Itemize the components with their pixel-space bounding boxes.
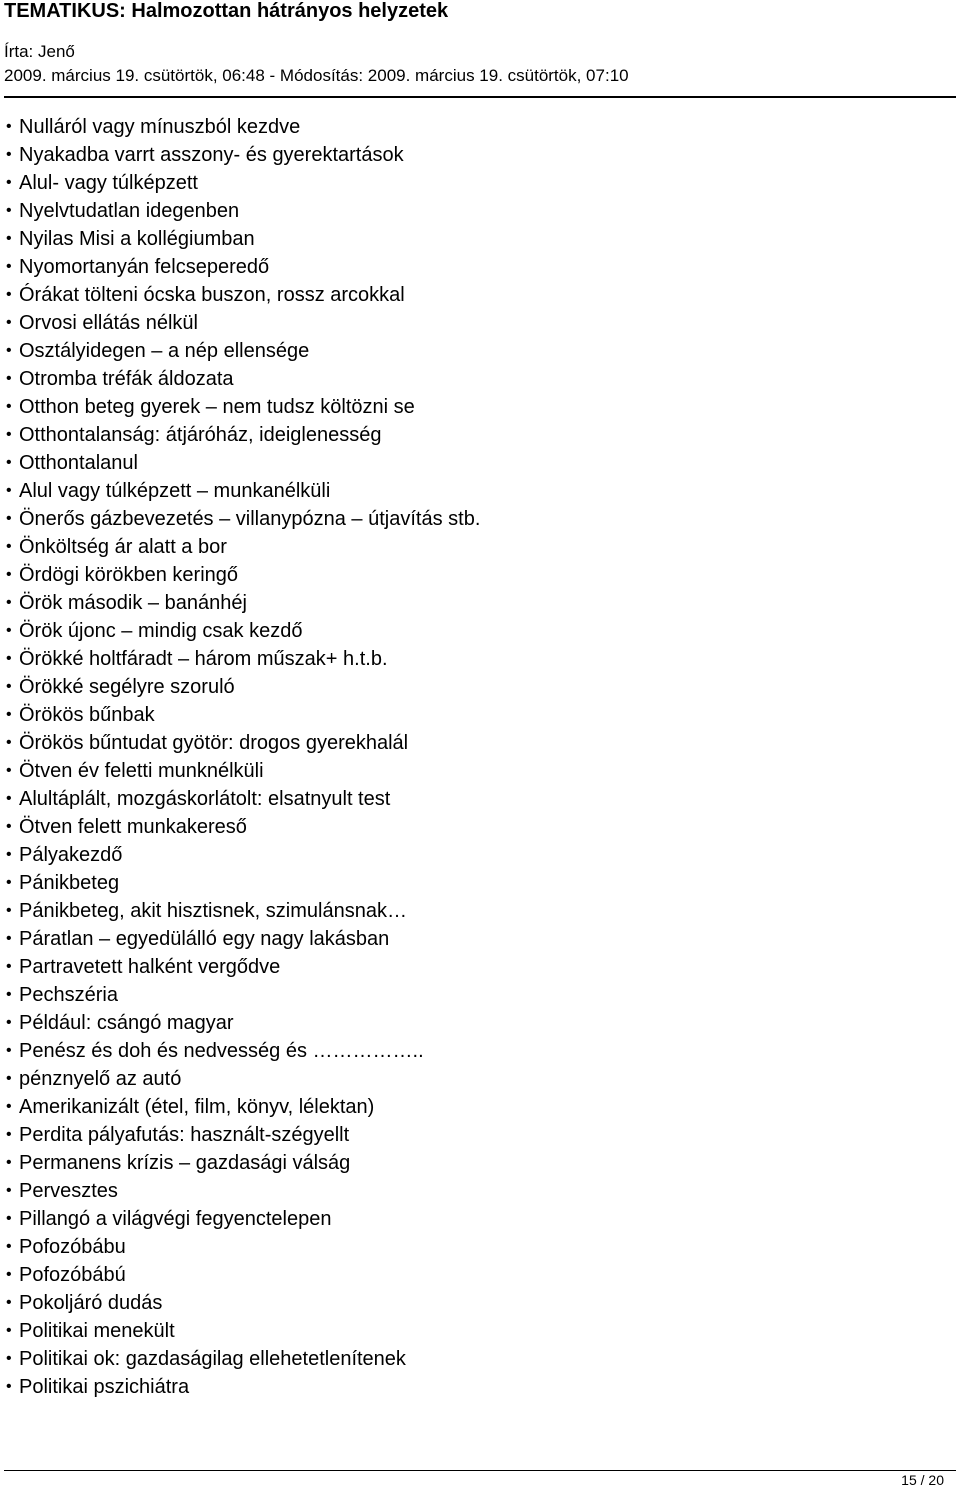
- list-item: [6, 869, 480, 897]
- list-item-text: Pánikbeteg, akit hisztisnek, szimulánsnak…: [19, 900, 407, 922]
- list-item-text: Nyelvtudatlan idegenben: [19, 200, 240, 222]
- bullet-marker: •: [6, 706, 12, 723]
- list-item: [6, 337, 480, 365]
- bullet-marker: •: [6, 874, 12, 891]
- list-item: [6, 953, 480, 981]
- bullet-marker: •: [6, 1294, 12, 1311]
- list-item-text: Pechszéria: [19, 984, 118, 1006]
- list-item: [6, 981, 480, 1009]
- bullet-marker: •: [6, 762, 12, 779]
- author-line: Írta: Jenő: [4, 42, 75, 61]
- bullet-marker: •: [6, 1042, 12, 1059]
- list-item: [6, 505, 480, 533]
- list-item: [6, 757, 480, 785]
- list-item: [6, 1373, 480, 1401]
- list-item-text: Önköltség ár alatt a bor: [19, 536, 227, 558]
- list-item: [6, 141, 480, 169]
- list-item-text: Ördögi körökben keringő: [19, 564, 239, 586]
- bullet-marker: •: [6, 258, 12, 275]
- list-item: [6, 1177, 480, 1205]
- bullet-list: [6, 113, 480, 1401]
- bullet-marker: •: [6, 370, 12, 387]
- bullet-marker: •: [6, 734, 12, 751]
- header-divider: [4, 96, 956, 98]
- list-item: [6, 533, 480, 561]
- bullet-marker: •: [6, 118, 12, 135]
- list-item: [6, 897, 480, 925]
- list-item: [6, 1093, 480, 1121]
- list-item-text: Örökös bűntudat gyötör: drogos gyerekhalál: [19, 732, 409, 754]
- list-item: [6, 477, 480, 505]
- bullet-marker: •: [6, 1126, 12, 1143]
- list-item-text: Orvosi ellátás nélkül: [19, 312, 198, 334]
- list-item: [6, 645, 480, 673]
- list-item: [6, 197, 480, 225]
- bullet-marker: •: [6, 426, 12, 443]
- bullet-marker: •: [6, 1238, 12, 1255]
- list-item-text: Örökké holtfáradt – három műszak+ h.t.b.: [19, 648, 388, 670]
- bullet-marker: •: [6, 818, 12, 835]
- list-item-text: Nyilas Misi a kollégiumban: [19, 228, 255, 250]
- list-item-text: Pillangó a világvégi fegyenctelepen: [19, 1208, 332, 1230]
- bullet-marker: •: [6, 1182, 12, 1199]
- list-item-text: Otromba tréfák áldozata: [19, 368, 234, 390]
- bullet-marker: •: [6, 538, 12, 555]
- bullet-marker: •: [6, 678, 12, 695]
- list-item-text: Pánikbeteg: [19, 872, 120, 894]
- list-item-text: Ötven felett munkakereső: [19, 816, 247, 838]
- footer-divider: [4, 1470, 956, 1471]
- document-title: TEMATIKUS: Halmozottan hátrányos helyzetek: [4, 0, 449, 22]
- bullet-marker: •: [6, 902, 12, 919]
- bullet-marker: •: [6, 566, 12, 583]
- list-item-text: Nyomortanyán felcseperedő: [19, 256, 270, 278]
- list-item-text: Alul- vagy túlképzett: [19, 172, 198, 194]
- list-item-text: Otthontalanul: [19, 452, 138, 474]
- bullet-marker: •: [6, 398, 12, 415]
- bullet-marker: •: [6, 1266, 12, 1283]
- bullet-marker: •: [6, 1154, 12, 1171]
- list-item: [6, 449, 480, 477]
- bullet-marker: •: [6, 958, 12, 975]
- list-item: [6, 1205, 480, 1233]
- bullet-marker: •: [6, 314, 12, 331]
- document-header: [4, 0, 956, 86]
- list-item: [6, 225, 480, 253]
- list-item: [6, 169, 480, 197]
- list-item: [6, 1065, 480, 1093]
- list-item: [6, 785, 480, 813]
- list-item: [6, 589, 480, 617]
- list-item: [6, 841, 480, 869]
- list-item-text: Nyakadba varrt asszony- és gyerektartások: [19, 144, 404, 166]
- bullet-marker: •: [6, 1098, 12, 1115]
- bullet-marker: •: [6, 594, 12, 611]
- list-item-text: Partravetett halként vergődve: [19, 956, 281, 978]
- list-item: [6, 561, 480, 589]
- bullet-marker: •: [6, 202, 12, 219]
- list-item-text: Permanens krízis – gazdasági válság: [19, 1152, 351, 1174]
- list-item: [6, 729, 480, 757]
- bullet-marker: •: [6, 146, 12, 163]
- list-item-text: Páratlan – egyedülálló egy nagy lakásban: [19, 928, 390, 950]
- list-item-text: Politikai pszichiátra: [19, 1376, 190, 1398]
- bullet-marker: •: [6, 342, 12, 359]
- list-item: [6, 113, 480, 141]
- list-item-text: Politikai menekült: [19, 1320, 175, 1342]
- list-item-text: Örökké segélyre szoruló: [19, 676, 235, 698]
- bullet-marker: •: [6, 510, 12, 527]
- bullet-marker: •: [6, 622, 12, 639]
- list-item-text: Pofozóbábu: [19, 1236, 126, 1258]
- list-item-text: Alultáplált, mozgáskorlátolt: elsatnyult test: [19, 788, 391, 810]
- list-item-text: Amerikanizált (étel, film, könyv, lélektan): [19, 1096, 375, 1118]
- bullet-marker: •: [6, 1350, 12, 1367]
- list-item-text: Pályakezdő: [19, 844, 123, 866]
- list-item: [6, 1289, 480, 1317]
- list-item: [6, 309, 480, 337]
- bullet-marker: •: [6, 174, 12, 191]
- bullet-marker: •: [6, 1210, 12, 1227]
- date-line: 2009. március 19. csütörtök, 06:48 - Módosítás: 2009. március 19. csütörtök, 07:10: [4, 66, 629, 85]
- list-item-text: Penész és doh és nedvesség és ……………..: [19, 1040, 424, 1062]
- list-item: [6, 673, 480, 701]
- list-item: [6, 421, 480, 449]
- bullet-marker: •: [6, 930, 12, 947]
- list-item: [6, 1009, 480, 1037]
- bullet-marker: •: [6, 1014, 12, 1031]
- list-item: [6, 617, 480, 645]
- list-item-text: pénznyelő az autó: [19, 1068, 182, 1090]
- list-item: [6, 925, 480, 953]
- list-item: [6, 1317, 480, 1345]
- bullet-marker: •: [6, 1378, 12, 1395]
- list-item: [6, 813, 480, 841]
- list-item-text: Önerős gázbevezetés – villanypózna – útjavítás stb.: [19, 508, 481, 530]
- list-item: [6, 701, 480, 729]
- list-item-text: Perdita pályafutás: használt-szégyellt: [19, 1124, 350, 1146]
- list-item-text: Otthontalanság: átjáróház, ideiglenesség: [19, 424, 382, 446]
- list-item-text: Örök újonc – mindig csak kezdő: [19, 620, 303, 642]
- list-item-text: Pervesztes: [19, 1180, 118, 1202]
- list-item-text: Nulláról vagy mínuszból kezdve: [19, 116, 301, 138]
- list-item-text: Ötven év feletti munknélküli: [19, 760, 264, 782]
- list-item-text: Örökös bűnbak: [19, 704, 155, 726]
- list-item-text: Örök második – banánhéj: [19, 592, 247, 614]
- bullet-marker: •: [6, 1070, 12, 1087]
- list-item: [6, 281, 480, 309]
- list-item-text: Órákat tölteni ócska buszon, rossz arcokkal: [19, 284, 405, 306]
- bullet-marker: •: [6, 790, 12, 807]
- list-item: [6, 365, 480, 393]
- bullet-marker: •: [6, 454, 12, 471]
- list-item: [6, 1261, 480, 1289]
- list-item: [6, 253, 480, 281]
- list-item: [6, 1233, 480, 1261]
- list-item: [6, 1345, 480, 1373]
- list-item-text: Osztályidegen – a nép ellensége: [19, 340, 310, 362]
- list-item: [6, 1149, 480, 1177]
- bullet-marker: •: [6, 230, 12, 247]
- list-item: [6, 393, 480, 421]
- list-item: [6, 1037, 480, 1065]
- bullet-marker: •: [6, 846, 12, 863]
- page-number: 15 / 20: [901, 1472, 944, 1488]
- list-item-text: Otthon beteg gyerek – nem tudsz költözni se: [19, 396, 415, 418]
- list-item-text: Politikai ok: gazdaságilag ellehetetlenítenek: [19, 1348, 406, 1370]
- list-item-text: Alul vagy túlképzett – munkanélküli: [19, 480, 331, 502]
- bullet-marker: •: [6, 482, 12, 499]
- bullet-marker: •: [6, 650, 12, 667]
- list-item-text: Pofozóbábú: [19, 1264, 126, 1286]
- list-item-text: Például: csángó magyar: [19, 1012, 234, 1034]
- list-item-text: Pokoljáró dudás: [19, 1292, 163, 1314]
- bullet-marker: •: [6, 986, 12, 1003]
- bullet-marker: •: [6, 286, 12, 303]
- list-item: [6, 1121, 480, 1149]
- bullet-marker: •: [6, 1322, 12, 1339]
